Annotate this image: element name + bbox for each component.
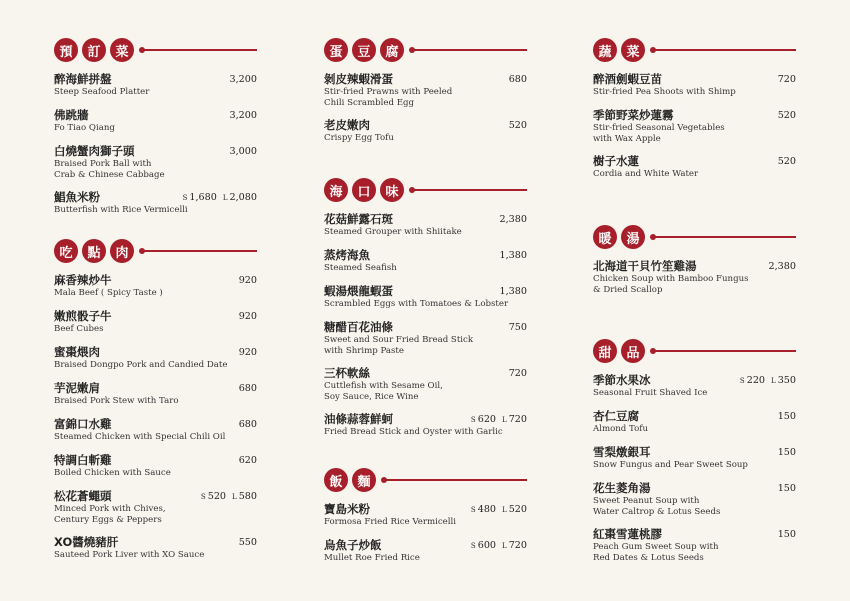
- dish-name: 醉海鮮拼盤: [54, 72, 112, 86]
- section-divider: [142, 250, 257, 252]
- dish-english-name: Beef Cubes: [54, 324, 104, 334]
- menu-item: [593, 72, 796, 98]
- section-header: [593, 224, 796, 250]
- size-label-small: S: [182, 194, 188, 202]
- section-title-char: 味: [380, 178, 404, 202]
- section-title-char: 麵: [352, 468, 376, 492]
- dish-name: 油條蒜蓉鮮蚵: [324, 412, 393, 426]
- dish-price: [740, 375, 796, 386]
- dish-price: [239, 311, 257, 322]
- dish-english-name: Almond Tofu: [593, 424, 648, 434]
- menu-item: [324, 248, 527, 274]
- dish-name: 佛跳牆: [54, 108, 89, 122]
- size-label-small: S: [470, 506, 476, 514]
- dish-name: 松花蒼蠅頭: [54, 489, 112, 503]
- price-small-value: 620: [477, 414, 497, 425]
- menu-item: [593, 481, 796, 518]
- section-title-char: 菜: [621, 38, 645, 62]
- menu-item: [593, 108, 796, 145]
- dish-english-name: Seasonal Fruit Shaved Ice: [593, 388, 708, 398]
- price-small-value: 600: [477, 540, 497, 551]
- price-small-value: 480: [477, 504, 497, 515]
- menu-item: [54, 417, 257, 443]
- dish-english-name: Snow Fungus and Pear Sweet Soup: [593, 460, 748, 470]
- menu-section: [324, 467, 527, 563]
- dish-name: 花菇鮮露石斑: [324, 212, 393, 226]
- price-small-value: 220: [746, 375, 766, 386]
- dish-price: [201, 491, 257, 502]
- dish-name: 雪梨燉銀耳: [593, 445, 651, 459]
- dish-name: 季節野菜炒蓮霧: [593, 108, 674, 122]
- menu-item: [593, 445, 796, 471]
- menu-item: [324, 502, 527, 528]
- menu-item: [324, 412, 527, 438]
- dish-english-name: Scrambled Eggs with Tomatoes & Lobster: [324, 299, 509, 309]
- menu-section: [593, 224, 796, 295]
- price-value: 750: [508, 322, 527, 333]
- dish-english-name: Fo Tiao Qiang: [54, 123, 115, 133]
- section-title-char: 預: [54, 38, 78, 62]
- menu-item: [54, 72, 257, 98]
- price-value: 520: [508, 120, 527, 131]
- dish-english-name: Stir-fried Seasonal Vegetables with Wax Apple: [593, 123, 725, 144]
- dish-name: 芋泥嫩肩: [54, 381, 100, 395]
- dish-price: [230, 110, 257, 121]
- dish-price: [239, 419, 257, 430]
- dish-price: [778, 447, 796, 458]
- menu-section: [593, 338, 796, 563]
- price-value: 520: [777, 156, 796, 167]
- price-value: 1,380: [499, 250, 527, 261]
- price-value: 3,200: [229, 74, 257, 85]
- section-title-char: 品: [621, 339, 645, 363]
- size-label-small: S: [200, 493, 206, 501]
- price-small: [201, 491, 226, 502]
- menu-item: [324, 118, 527, 144]
- size-label-large: L: [502, 542, 507, 550]
- dish-price: [509, 120, 527, 131]
- dish-price: [230, 146, 257, 157]
- dish-name: 三杯軟絲: [324, 366, 370, 380]
- price-value: 150: [777, 483, 796, 494]
- price-large: [771, 375, 796, 386]
- section-title-char: 豆: [352, 38, 376, 62]
- size-label-small: S: [470, 416, 476, 424]
- dish-name: 蝦湯煨龍蝦蛋: [324, 284, 393, 298]
- menu-item: [324, 284, 527, 310]
- dish-name: 蜜棗煨肉: [54, 345, 100, 359]
- section-title-char: 甜: [593, 339, 617, 363]
- menu-section: [54, 238, 257, 560]
- dish-price: [778, 411, 796, 422]
- price-large-value: 720: [508, 414, 527, 425]
- section-divider: [412, 49, 527, 51]
- dish-price: [471, 414, 527, 425]
- dish-english-name: Mala Beef ( Spicy Taste ): [54, 288, 163, 298]
- price-large: [223, 192, 257, 203]
- dish-name: XO醬燒豬肝: [54, 535, 119, 549]
- dish-price: [769, 261, 796, 272]
- price-value: 1,380: [499, 286, 527, 297]
- price-value: 150: [777, 447, 796, 458]
- menu-item: [593, 373, 796, 399]
- price-value: 720: [777, 74, 796, 85]
- price-small: [183, 192, 217, 203]
- menu-item: [54, 535, 257, 561]
- dish-english-name: Steamed Chicken with Special Chili Oil: [54, 432, 226, 442]
- menu-item: [593, 154, 796, 180]
- dish-english-name: Mullet Roe Fried Rice: [324, 553, 420, 563]
- price-large-value: 580: [238, 491, 257, 502]
- menu-item: [324, 320, 527, 357]
- dish-english-name: Sauteed Pork Liver with XO Sauce: [54, 550, 205, 560]
- dish-english-name: Crispy Egg Tofu: [324, 133, 394, 143]
- dish-name: 糖醋百花油條: [324, 320, 393, 334]
- dish-english-name: Steep Seafood Platter: [54, 87, 150, 97]
- menu-item: [593, 409, 796, 435]
- dish-name: 花生菱角湯: [593, 481, 651, 495]
- menu-item: [54, 108, 257, 134]
- price-value: 150: [777, 411, 796, 422]
- dish-english-name: Braised Dongpo Pork and Candied Date: [54, 360, 228, 370]
- menu-section: [324, 177, 527, 437]
- dish-english-name: Braised Pork Ball with Crab & Chinese Cabbage: [54, 159, 165, 180]
- price-value: 920: [238, 311, 257, 322]
- dish-english-name: Sweet and Sour Fried Bread Stick with Shrimp Paste: [324, 335, 474, 356]
- menu-item: [324, 212, 527, 238]
- dish-price: [183, 192, 257, 203]
- section-title-char: 蛋: [324, 38, 348, 62]
- dish-price: [471, 540, 527, 551]
- size-label-large: L: [771, 377, 776, 385]
- section-title-char: 訂: [82, 38, 106, 62]
- dish-price: [778, 156, 796, 167]
- menu-item: [54, 309, 257, 335]
- size-label-small: S: [739, 377, 745, 385]
- price-small-value: 520: [207, 491, 227, 502]
- menu-item: [54, 381, 257, 407]
- price-large: [502, 504, 527, 515]
- price-value: 920: [238, 347, 257, 358]
- dish-price: [500, 250, 527, 261]
- dish-price: [500, 286, 527, 297]
- dish-price: [778, 483, 796, 494]
- price-value: 3,000: [229, 146, 257, 157]
- price-small: [471, 504, 496, 515]
- dish-name: 季節水果冰: [593, 373, 651, 387]
- menu-item: [54, 190, 257, 216]
- dish-price: [778, 110, 796, 121]
- menu-section: [54, 37, 257, 215]
- section-title-char: 口: [352, 178, 376, 202]
- dish-name: 杏仁豆腐: [593, 409, 639, 423]
- price-value: 680: [238, 383, 257, 394]
- section-title-char: 海: [324, 178, 348, 202]
- dish-price: [239, 455, 257, 466]
- dish-english-name: Minced Pork with Chives, Century Eggs & Peppers: [54, 504, 166, 525]
- menu-item: [593, 259, 796, 296]
- dish-english-name: Stir-fried Pea Shoots with Shimp: [593, 87, 736, 97]
- menu-item: [54, 273, 257, 299]
- price-small: [471, 414, 496, 425]
- section-divider: [384, 479, 527, 481]
- dish-price: [239, 383, 257, 394]
- dish-name: 寶島米粉: [324, 502, 370, 516]
- dish-price: [509, 74, 527, 85]
- menu-section: [324, 37, 527, 143]
- dish-price: [778, 529, 796, 540]
- dish-english-name: Sweet Peanut Soup with Water Caltrop & Lotus Seeds: [593, 496, 721, 517]
- dish-english-name: Cordia and White Water: [593, 169, 699, 179]
- section-header: [54, 238, 257, 264]
- price-value: 680: [508, 74, 527, 85]
- section-title-char: 點: [82, 239, 106, 263]
- menu-item: [324, 538, 527, 564]
- dish-name: 剝皮辣蝦滑蛋: [324, 72, 393, 86]
- price-value: 520: [777, 110, 796, 121]
- price-large-value: 520: [508, 504, 527, 515]
- section-header: [593, 338, 796, 364]
- dish-price: [230, 74, 257, 85]
- price-large: [502, 540, 527, 551]
- dish-price: [239, 347, 257, 358]
- dish-english-name: Boiled Chicken with Sauce: [54, 468, 171, 478]
- section-header: [324, 467, 527, 493]
- price-value: 680: [238, 419, 257, 430]
- dish-english-name: Peach Gum Sweet Soup with Red Dates & Lotus Seeds: [593, 542, 719, 563]
- menu-item: [593, 527, 796, 564]
- dish-name: 富錦口水雞: [54, 417, 112, 431]
- price-value: 620: [238, 455, 257, 466]
- section-title-char: 湯: [621, 225, 645, 249]
- price-value: 2,380: [499, 214, 527, 225]
- section-title-char: 菜: [110, 38, 134, 62]
- price-value: 550: [238, 537, 257, 548]
- dish-price: [778, 74, 796, 85]
- price-large-value: 2,080: [229, 192, 257, 203]
- dish-name: 老皮嫩肉: [324, 118, 370, 132]
- price-large: [502, 414, 527, 425]
- menu-section: [593, 37, 796, 179]
- dish-name: 白燒蟹肉獅子頭: [54, 144, 135, 158]
- section-title-char: 肉: [110, 239, 134, 263]
- section-title-char: 蔬: [593, 38, 617, 62]
- price-value: 720: [508, 368, 527, 379]
- price-value: 920: [238, 275, 257, 286]
- dish-name: 麻香辣炒牛: [54, 273, 112, 287]
- menu-item: [324, 366, 527, 403]
- dish-name: 北海道干貝竹笙雞湯: [593, 259, 697, 273]
- dish-english-name: Cuttlefish with Sesame Oil, Soy Sauce, Rice Wine: [324, 381, 443, 402]
- dish-price: [509, 322, 527, 333]
- menu-item: [54, 489, 257, 526]
- price-large-value: 350: [777, 375, 796, 386]
- menu-item: [54, 453, 257, 479]
- price-value: 3,200: [229, 110, 257, 121]
- price-small: [471, 540, 496, 551]
- section-title-char: 腐: [380, 38, 404, 62]
- dish-name: 烏魚子炒飯: [324, 538, 382, 552]
- dish-english-name: Braised Pork Stew with Taro: [54, 396, 179, 406]
- dish-name: 紅棗雪蓮桃膠: [593, 527, 662, 541]
- dish-name: 特調白斬雞: [54, 453, 112, 467]
- dish-price: [239, 537, 257, 548]
- dish-english-name: Steamed Seafish: [324, 263, 397, 273]
- size-label-large: L: [222, 194, 228, 202]
- price-value: 2,380: [768, 261, 796, 272]
- dish-english-name: Fried Bread Stick and Oyster with Garlic: [324, 427, 503, 437]
- section-header: [593, 37, 796, 63]
- section-title-char: 吃: [54, 239, 78, 263]
- section-divider: [412, 189, 527, 191]
- dish-price: [509, 368, 527, 379]
- dish-english-name: Butterfish with Rice Vermicelli: [54, 205, 188, 215]
- menu-item: [54, 345, 257, 371]
- section-header: [54, 37, 257, 63]
- size-label-large: L: [232, 493, 237, 501]
- dish-english-name: Chicken Soup with Bamboo Fungus & Dried Scallop: [593, 274, 749, 295]
- dish-name: 樹子水蓮: [593, 154, 639, 168]
- dish-price: [239, 275, 257, 286]
- price-value: 150: [777, 529, 796, 540]
- size-label-large: L: [502, 416, 507, 424]
- size-label-small: S: [470, 542, 476, 550]
- dish-name: 蒸烤海魚: [324, 248, 370, 262]
- section-divider: [653, 49, 796, 51]
- dish-name: 嫩煎骰子牛: [54, 309, 112, 323]
- menu-item: [54, 144, 257, 181]
- section-header: [324, 177, 527, 203]
- section-header: [324, 37, 527, 63]
- section-title-char: 暖: [593, 225, 617, 249]
- section-divider: [653, 350, 796, 352]
- dish-name: 醉酒劍蝦豆苗: [593, 72, 662, 86]
- dish-english-name: Steamed Grouper with Shiitake: [324, 227, 462, 237]
- dish-english-name: Stir-fried Prawns with Peeled Chili Scrambled Egg: [324, 87, 453, 108]
- dish-price: [500, 214, 527, 225]
- price-large: [232, 491, 257, 502]
- dish-name: 鯧魚米粉: [54, 190, 100, 204]
- section-divider: [142, 49, 257, 51]
- price-small-value: 1,680: [189, 192, 217, 203]
- price-small: [740, 375, 765, 386]
- price-large-value: 720: [508, 540, 527, 551]
- size-label-large: L: [502, 506, 507, 514]
- section-title-char: 飯: [324, 468, 348, 492]
- dish-english-name: Formosa Fried Rice Vermicelli: [324, 517, 457, 527]
- section-divider: [653, 236, 796, 238]
- menu-item: [324, 72, 527, 109]
- dish-price: [471, 504, 527, 515]
